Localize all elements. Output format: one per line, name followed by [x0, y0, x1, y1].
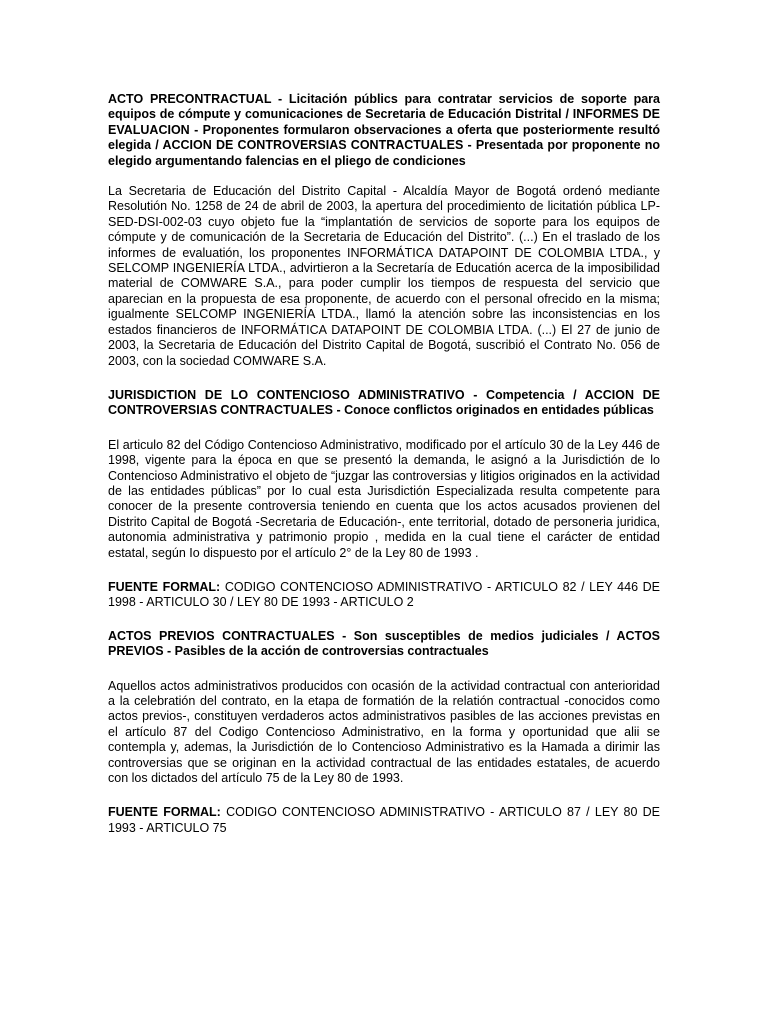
section-2-body: El articulo 82 del Código Contencioso Administrativo, modificado por el artículo 30 de la Ley 446 de 1998, vigente para la época en que se presentó la demanda, le asignó a la Jurisdictión de lo Contencioso Administrativo el objeto de “juzgar las controversias y litigios originados en la actividad de las entidades públicas” por Io cual esta Jurisdictión Especializada resulta competente para conocer de la presente controversia teniendo en cuenta que los actos acusados provienen del Distrito Capital de Bogotá -Secretaria de Educación-, ente territorial, dotado de personeria juridica, autonomia administrativa y patrimonio propio , medida en la cual tiene el carácter de entidad estatal, según Io dispuesto por el artículo 2° de la Ley 80 de 1993 .: [108, 437, 660, 560]
document-page: [108, 92, 660, 836]
section-2-source-label: FUENTE FORMAL:: [108, 579, 221, 594]
section-2-source: [108, 580, 660, 611]
section-1-heading: ACTO PRECONTRACTUAL - Licitación públics para contratar servicios de soporte para equipos de cómpute y comunicaciones de Secretaria de Educación Distrital / INFORMES DE EVALUACION - Proponentes formularon observaciones a oferta que posteriormente resultó elegida / ACCION DE CONTROVERSIAS CONTRACTUALES - Presentada por proponente no elegido argumentando falencias en el pliego de condiciones: [108, 92, 660, 168]
section-3-source: [108, 805, 660, 836]
section-1-body: La Secretaria de Educación del Distrito Capital - Alcaldía Mayor de Bogotá ordenó mediante Resolutión No. 1258 de 24 de abril de 2003, la apertura del procedimiento de licitatión pública LP-SED-DSI-002-03 cuyo objeto fue la “implantatión de servicios de soporte para los equipos de cómpute y de comunicación de la Secretaria de Educación del Distrito”. (...) En el traslado de los informes de evaluatión, los proponentes INFORMÁTICA DATAPOINT DE COLOMBIA LTDA., y SELCOMP INGENIERÍA LTDA., advirtieron a la Secretaría de Educatión acerca de la imposibilidad material de COMWARE S.A., para poder cumplir los tiempos de respuesta del servicio que aparecian en la propuesta de esa proponente, de acuerdo con el personal ofrecido en la misma; igualmente SELCOMP INGENIERÍA LTDA., llamó la atención sobre las inconsistencias en los estados financieros de INFORMÁTICA DATAPOINT DE COLOMBIA LTDA. (...) El 27 de junio de 2003, la Secretaria de Educación del Distrito Capital de Bogotá, suscribió el Contrato No. 056 de 2003, con la sociedad COMWARE S.A.: [108, 184, 660, 368]
section-3-body: Aquellos actos administrativos producidos con ocasión de la actividad contractual con anterioridad a la celebratión del contrato, en la etapa de formatión de la relatión contractual -conocidos como actos previos-, constituyen verdaderos actos administrativos pasibles de las acciones previstas en el artículo 87 del Codigo Contencioso Administrativo, en la forma y oportunidad que alii se contempla y, ademas, la Jurisdictión de lo Contencioso Administrativo es la Hamada a dirimir las controversias que se originan en la actividad contractual de las entidades estatales, de acuerdo con los dictados del artículo 75 de la Ley 80 de 1993.: [108, 678, 660, 786]
section-2-source-text: CODIGO CONTENCIOSO ADMINISTRATIVO - ARTICULO 82 / LEY 446 DE 1998 - ARTICULO 30 / LEY 80 DE 1993 - ARTICULO 2: [108, 579, 660, 610]
section-3-source-text: CODIGO CONTENCIOSO ADMINISTRATIVO - ARTICULO 87 / LEY 80 DE 1993 - ARTICULO 75: [108, 805, 660, 835]
section-3-source-label: FUENTE FORMAL:: [108, 805, 221, 820]
section-2-heading: JURISDICTION DE LO CONTENCIOSO ADMINISTRATIVO - Competencia / ACCION DE CONTROVERSIAS CONTRACTUALES - Conoce conflictos originados en entidades públicas: [108, 387, 660, 418]
section-3-heading: ACTOS PREVIOS CONTRACTUALES - Son susceptibles de medios judiciales / ACTOS PREVIOS - Pasibles de la acción de controversias contractuales: [108, 628, 660, 659]
